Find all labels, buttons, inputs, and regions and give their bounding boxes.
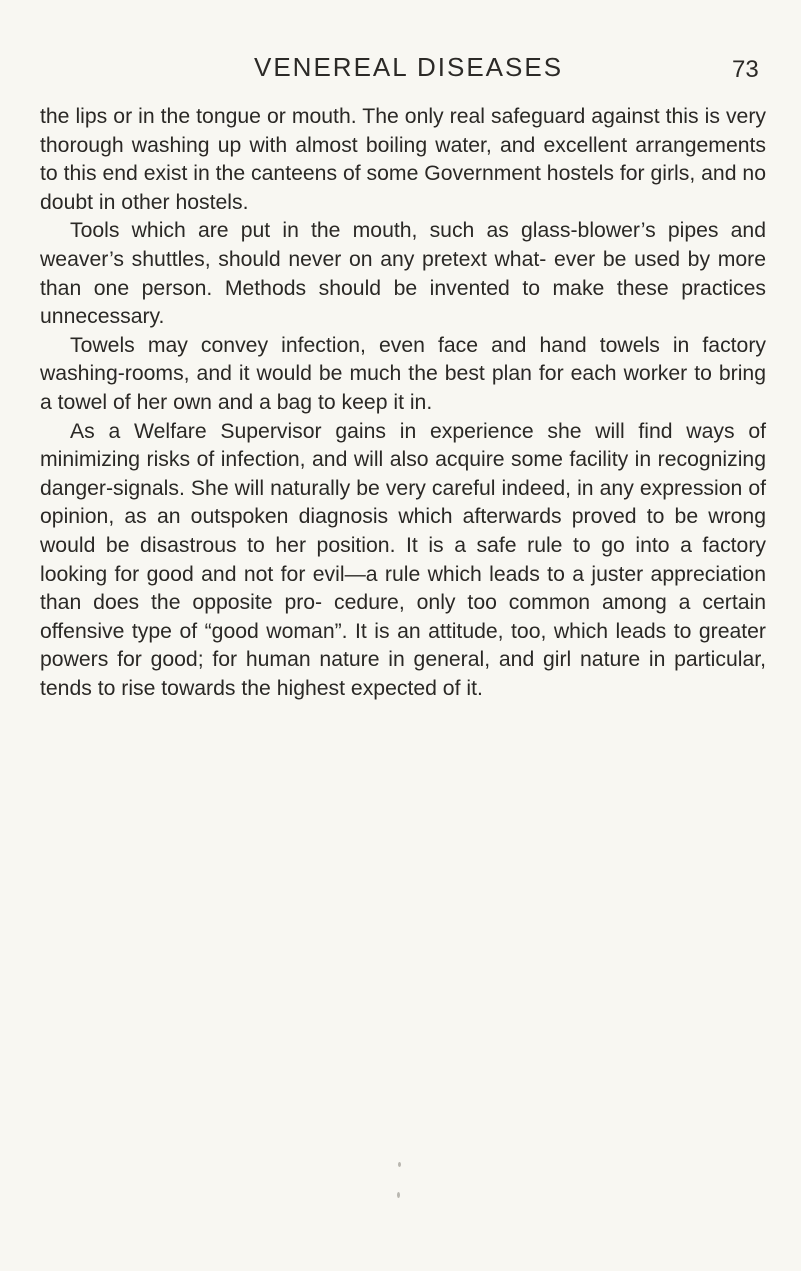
page-number: 73 — [732, 56, 759, 83]
paragraph: Tools which are put in the mouth, such as glass-blower’s pipes and weaver’s shuttles, should never on any pretext what- ever be used by more than one person. Methods should be invented to make these practices unnecessary. — [40, 219, 766, 329]
running-head-title: VENEREAL DISEASES — [254, 52, 564, 82]
paragraph: Towels may convey infection, even face and hand towels in factory washing-rooms, and it would be much the best plan for each worker to bring a towel of her own and a bag to keep it in. — [40, 333, 766, 414]
paragraph: the lips or in the tongue or mouth. The only real safeguard against this is very thorough washing up with almost boiling water, and excellent arrangements to this end exist in the canteens of some Government hostels for girls, and no doubt in other hostels. — [40, 105, 766, 214]
paper-speck — [398, 1162, 401, 1167]
paper-speck — [397, 1192, 400, 1198]
body-text — [40, 103, 766, 703]
paragraph: As a Welfare Supervisor gains in experience she will find ways of minimizing risks of infection, and will also acquire some facility in recognizing danger-signals. She will naturally be very careful indeed, in any expression of opinion, as an outspoken diagnosis which afterwards proved to be wrong would be disastrous to her position. It is a safe rule to go into a factory looking for good and not for evil—a rule which leads to a juster appreciation than does the opposite pro- cedure, only too common among a certain offensive type of “good woman”. It is an attitude, too, which leads to greater powers for good; for human nature in general, and girl nature in particular, tends to rise towards the highest expected of it. — [40, 419, 766, 700]
